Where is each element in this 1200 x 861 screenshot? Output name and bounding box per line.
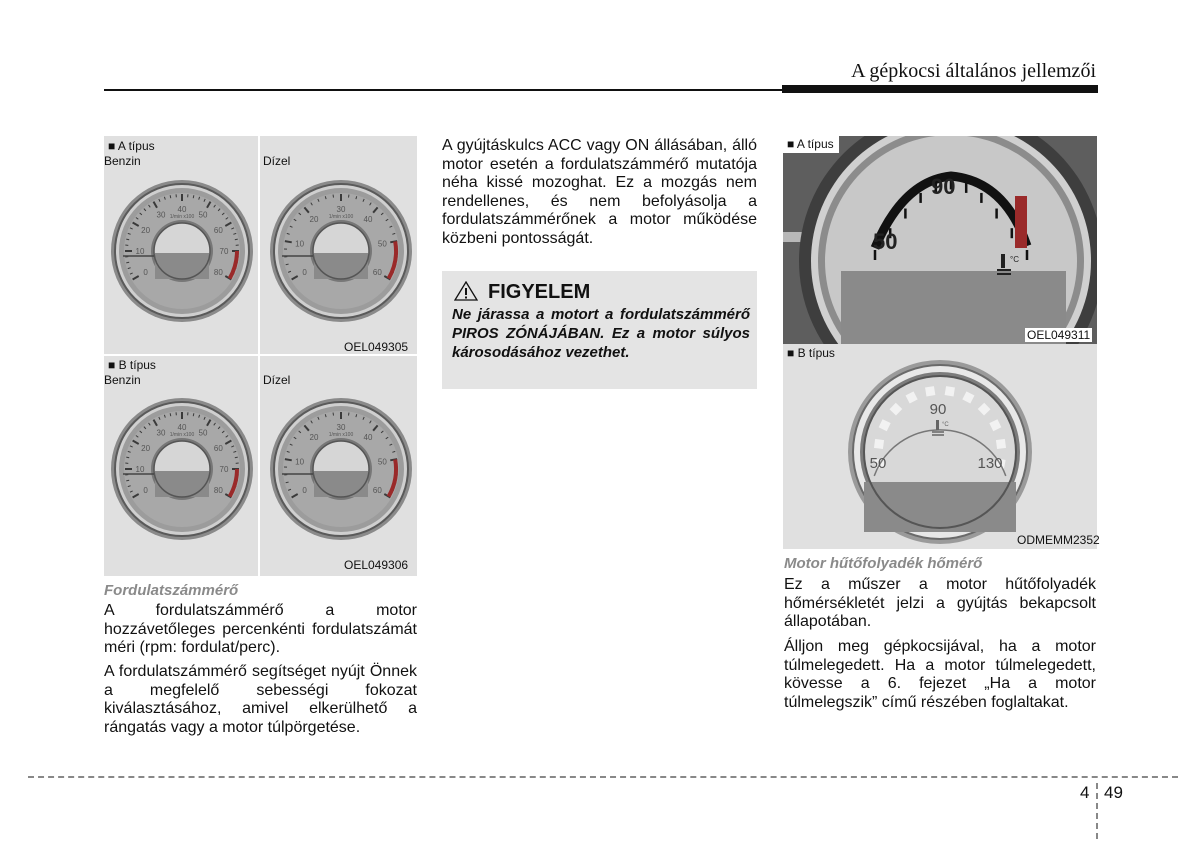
header-rule-thick (782, 85, 1098, 93)
gasoline-label-b: Benzin (104, 373, 141, 387)
temp-unit: °C (1010, 255, 1019, 264)
warning-text: Ne járassa a motort a fordulatszámmérő PIROS ZÓNÁJÁBAN. Ez a motor súlyos károsodásához vezethet. (452, 306, 750, 361)
temp-label: 50 (869, 455, 887, 472)
temperature-gauge-a (783, 136, 1097, 344)
tick-label: 80 (213, 268, 223, 277)
tick-label: 50 (198, 210, 208, 220)
tick-label: 20 (141, 226, 151, 235)
tick-label: 50 (198, 428, 208, 438)
diesel-label-b: Dízel (263, 373, 291, 387)
tachometer-figure (104, 136, 417, 576)
temp-unit: °C (942, 422, 949, 428)
page-header-title: A gépkocsi általános jellemzői (851, 60, 1096, 82)
tach-dsl-a-svg (268, 178, 414, 324)
tachometer-diesel-b (268, 396, 414, 542)
footer-rule (28, 776, 1178, 778)
warning-triangle-icon (454, 281, 478, 306)
page-number: 49 (1104, 783, 1123, 802)
coolant-para-2: Álljon meg gépkocsijával, ha a motor túlmelegedett. Ha a motor túlmelegedett, kövesse a 6. fejezet „Ha a motor túlmelegszik” című részében foglaltakat. (784, 638, 1096, 711)
warning-box (442, 271, 757, 389)
figure-code-b: OEL049306 (344, 558, 409, 572)
temp-label: 50 (873, 229, 898, 254)
temp-label: 90 (929, 401, 947, 418)
temperature-gauge-figure-a (783, 136, 1097, 344)
footer-vertical-rule (1096, 783, 1098, 839)
type-b-label: ■ B típus (108, 358, 156, 372)
tachometer-gasoline-b (109, 396, 255, 542)
tick-label: 60 (213, 444, 223, 453)
tick-label: 10 (295, 457, 305, 467)
temperature-gauge-figure-b (783, 344, 1100, 549)
tach-gas-a-svg (109, 178, 255, 324)
tick-label: 20 (141, 444, 151, 453)
tick-label: 30 (156, 210, 166, 220)
tachometer-note: A gyújtáskulcs ACC vagy ON állásában, álló motor esetén a fordulatszámmérő mutatója néha kissé mozoghat. Ez a mozgás nem rendellenes, és nem befolyásolja a fordulatszámmérőnek a motor működése közbeni pontosságát. (442, 137, 757, 247)
tick-label: 10 (135, 247, 145, 256)
warning-title: FIGYELEM (488, 281, 591, 303)
coolant-para-1: Ez a műszer a motor hűtőfolyadék hőmérsékletét jelzi a gyújtás bekapcsolt állapotában. (784, 576, 1096, 630)
tick-label: 30 (336, 423, 346, 432)
gauge-unit-label: 1/min x100 (169, 432, 195, 438)
tick-label: 40 (363, 214, 373, 224)
tick-label: 80 (213, 486, 223, 495)
header-rule (104, 89, 784, 91)
temp-label: 90 (931, 174, 956, 199)
tachometer-para-1: A fordulatszámmérő a motor hozzávetőleges percenkénti fordulatszámát méri (rpm: fordulat/perc). (104, 602, 417, 656)
section-number: 4 (1080, 783, 1090, 802)
type-a-label-right: ■ A típus (783, 136, 839, 153)
gauge-unit-label: 1/min x100 (169, 214, 195, 220)
tick-label: 40 (177, 423, 187, 432)
tick-label: 10 (135, 465, 145, 474)
type-a-label: ■ A típus (108, 139, 155, 153)
temp-label: 130 (977, 455, 1003, 472)
tick-label: 40 (177, 205, 187, 214)
tachometer-gasoline-a (109, 178, 255, 324)
gauge-unit-label: 1/min x100 (328, 214, 354, 220)
tick-label: 60 (213, 226, 223, 235)
tick-label: 50 (377, 239, 387, 249)
type-b-label-right: ■ B típus (787, 346, 835, 360)
temperature-gauge-b (783, 344, 1097, 549)
tick-label: 70 (219, 247, 229, 256)
tick-label: 40 (363, 432, 373, 442)
tick-label: 10 (295, 239, 305, 249)
tick-label: 0 (302, 486, 307, 495)
tick-label: 20 (309, 214, 319, 224)
gauge-unit-label: 1/min x100 (328, 432, 354, 438)
figure-code-d: ODMEMM2352 (1017, 533, 1100, 547)
figure-code-a: OEL049305 (344, 340, 409, 354)
tick-label: 0 (143, 268, 148, 277)
tick-label: 0 (302, 268, 307, 277)
tick-label: 30 (156, 428, 166, 438)
tick-label: 70 (219, 465, 229, 474)
tachometer-title: Fordulatszámmérő (104, 582, 239, 599)
gasoline-label: Benzin (104, 154, 141, 168)
tachometer-diesel-a (268, 178, 414, 324)
diesel-label: Dízel (263, 154, 291, 168)
tick-label: 0 (143, 486, 148, 495)
coolant-title: Motor hűtőfolyadék hőmérő (784, 555, 983, 572)
tick-label: 60 (372, 268, 382, 277)
figure-code-c: OEL049311 (1027, 328, 1091, 342)
tach-gas-b-svg (109, 396, 255, 542)
tach-dsl-b-svg (268, 396, 414, 542)
tick-label: 60 (372, 486, 382, 495)
tachometer-para-2: A fordulatszámmérő segítséget nyújt Önnek a megfelelő sebességi fokozat kiválasztásához, amivel elkerülhető a rángatás vagy a motor túlpörgetése. (104, 663, 417, 736)
tick-label: 20 (309, 432, 319, 442)
tick-label: 30 (336, 205, 346, 214)
tick-label: 50 (377, 457, 387, 467)
